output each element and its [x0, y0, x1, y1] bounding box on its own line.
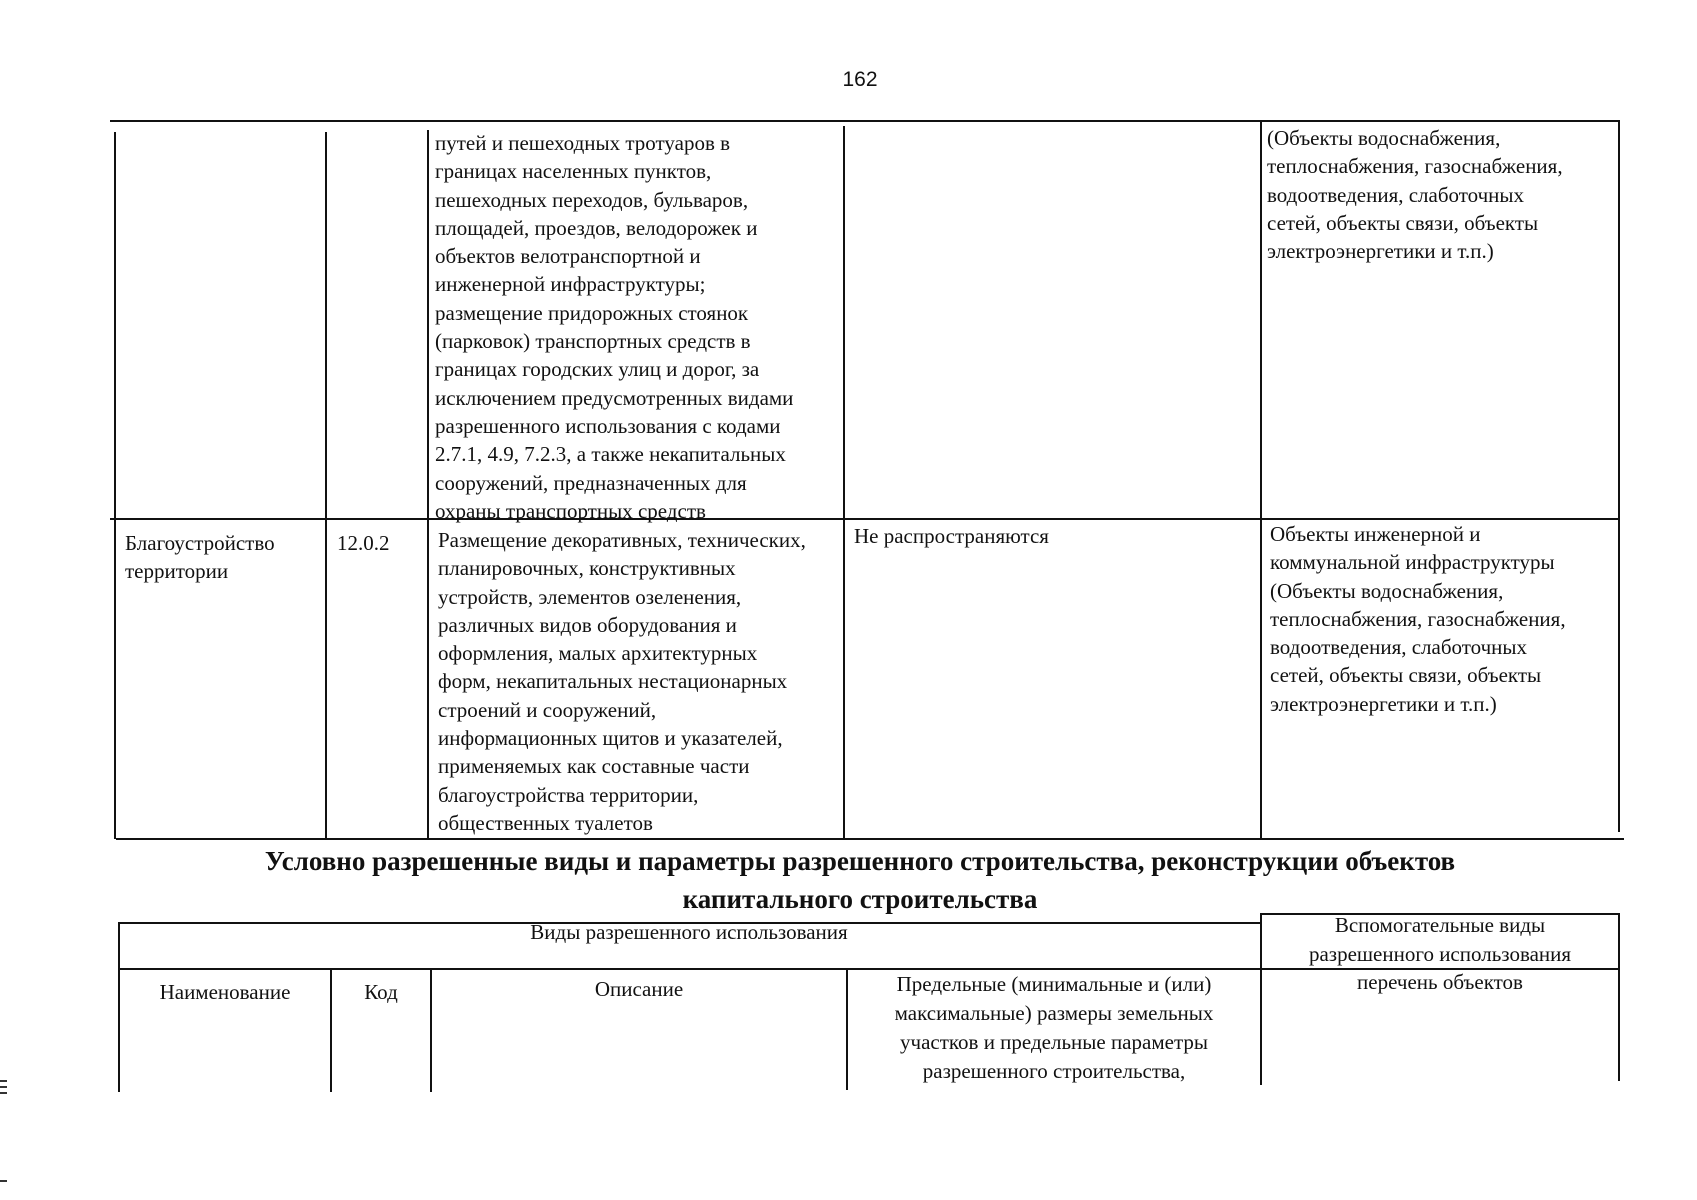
- description-cell: путей и пешеходных тротуаров в границах населенных пунктов, пешеходных переходов, бульваров, площадей, проездов, велодорожек и объектов велотранспортной и инженерной инфраструктуры; размещение придорожных стоянок (парковок) транспортных средств в границах городских улиц и дорог, за исключением предусмотренных видами разрешенного использования с кодами 2.7.1, 4.9, 7.2.3, а также некапитальных сооружений, предназначенных для охраны транспортных средств: [435, 131, 794, 523]
- limits-cell: Не распространяются: [854, 524, 1049, 548]
- column-divider: [1618, 913, 1620, 1081]
- column-divider: [114, 132, 116, 839]
- page-number: 162: [842, 68, 878, 91]
- column-divider: [325, 132, 327, 839]
- table-border-top: [110, 120, 1620, 122]
- auxiliary-cell: (Объекты водоснабжения, теплоснабжения, газоснабжения, водоотведения, слаботочных сетей, объекты связи, объекты электроэнергетики и т.п.): [1267, 126, 1563, 264]
- scan-artifact: [0, 1080, 7, 1082]
- group-header: Виды разрешенного использования: [530, 920, 848, 944]
- name-cell: Благоустройство территории: [125, 531, 275, 584]
- column-header-description: Описание: [594, 977, 684, 1001]
- column-divider: [118, 922, 120, 1092]
- column-divider: [427, 130, 429, 839]
- column-header-limits: Предельные (минимальные и (или) максимальные) размеры земельных участков и предельные параметры разрешенного строительства,: [894, 972, 1214, 1083]
- table-border-bottom: [116, 838, 1624, 840]
- code-cell: 12.0.2: [337, 531, 390, 555]
- column-divider: [1260, 120, 1262, 839]
- section-heading: Условно разрешенные виды и параметры разрешенного строительства, реконструкции объектов капитального строительства: [264, 846, 1456, 914]
- column-header-code: Код: [364, 980, 398, 1004]
- column-divider: [1618, 120, 1620, 832]
- auxiliary-cell: Объекты инженерной и коммунальной инфраструктуры (Объекты водоснабжения, теплоснабжения, газоснабжения, водоотведения, слаботочных сетей, объекты связи, объекты электроэнергетики и т.п.): [1270, 522, 1566, 716]
- scan-artifact: [0, 1086, 7, 1088]
- description-cell: Размещение декоративных, технических, планировочных, конструктивных устройств, элементов озеленения, различных видов оборудования и оформления, малых архитектурных форм, некапитальных нестационарных строений и сооружений, информационных щитов и указателей, применяемых как составные части благоустройства территории, общественных туалетов: [438, 528, 806, 835]
- column-header-name: Наименование: [159, 980, 291, 1004]
- column-divider: [843, 126, 845, 839]
- scan-artifact: [0, 1180, 7, 1182]
- column-header-objects: перечень объектов: [1357, 970, 1523, 994]
- auxiliary-header: Вспомогательные виды разрешенного использования: [1308, 913, 1572, 966]
- scan-artifact: [0, 1092, 7, 1094]
